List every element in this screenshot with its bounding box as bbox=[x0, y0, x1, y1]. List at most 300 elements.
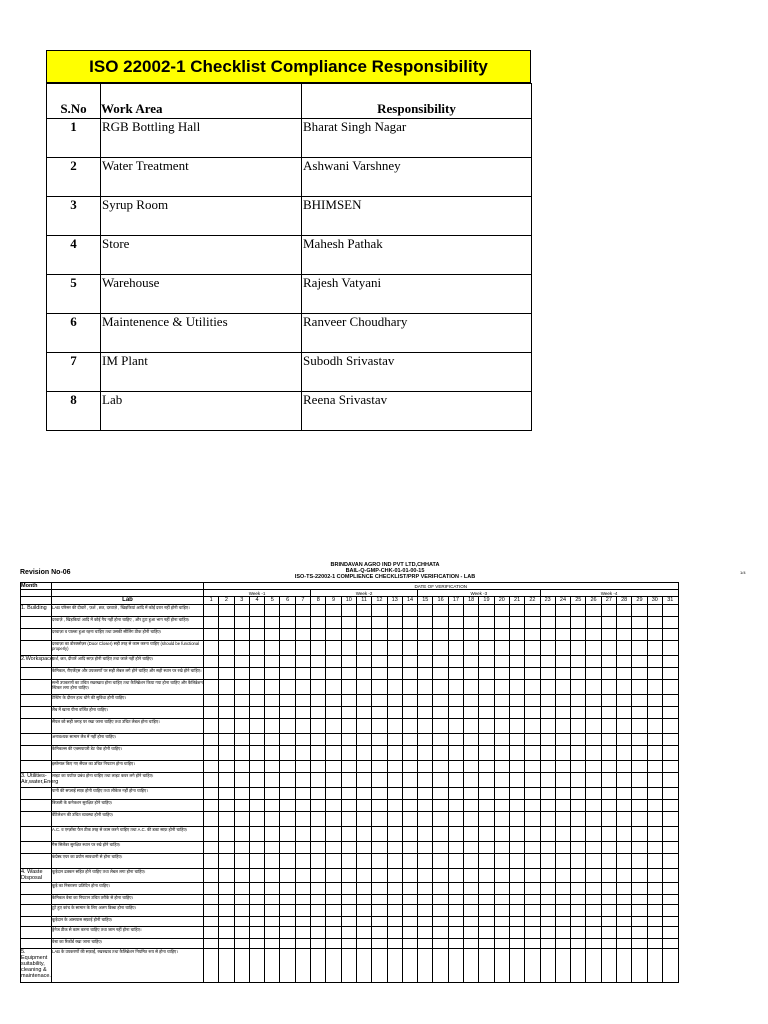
check-cell[interactable] bbox=[341, 719, 356, 734]
check-cell[interactable] bbox=[571, 842, 586, 854]
check-cell[interactable] bbox=[494, 927, 509, 939]
check-cell[interactable] bbox=[341, 917, 356, 927]
check-cell[interactable] bbox=[402, 707, 417, 719]
check-cell[interactable] bbox=[647, 605, 662, 617]
check-cell[interactable] bbox=[280, 695, 295, 707]
check-cell[interactable] bbox=[586, 917, 601, 927]
check-cell[interactable] bbox=[234, 939, 249, 949]
check-cell[interactable] bbox=[448, 827, 463, 842]
check-cell[interactable] bbox=[402, 719, 417, 734]
check-cell[interactable] bbox=[280, 869, 295, 883]
check-cell[interactable] bbox=[494, 617, 509, 629]
check-cell[interactable] bbox=[387, 719, 402, 734]
check-cell[interactable] bbox=[617, 773, 632, 788]
check-cell[interactable] bbox=[479, 641, 494, 656]
check-cell[interactable] bbox=[311, 629, 326, 641]
check-cell[interactable] bbox=[204, 719, 219, 734]
check-cell[interactable] bbox=[601, 927, 616, 939]
check-cell[interactable] bbox=[326, 734, 341, 746]
check-cell[interactable] bbox=[617, 927, 632, 939]
check-cell[interactable] bbox=[647, 827, 662, 842]
check-cell[interactable] bbox=[387, 668, 402, 680]
check-cell[interactable] bbox=[234, 895, 249, 905]
check-cell[interactable] bbox=[601, 680, 616, 695]
check-cell[interactable] bbox=[464, 949, 479, 983]
check-cell[interactable] bbox=[387, 761, 402, 773]
check-cell[interactable] bbox=[540, 746, 555, 761]
check-cell[interactable] bbox=[265, 617, 280, 629]
check-cell[interactable] bbox=[280, 680, 295, 695]
check-cell[interactable] bbox=[479, 656, 494, 668]
check-cell[interactable] bbox=[555, 707, 570, 719]
check-cell[interactable] bbox=[571, 895, 586, 905]
check-cell[interactable] bbox=[280, 746, 295, 761]
check-cell[interactable] bbox=[295, 917, 310, 927]
check-cell[interactable] bbox=[479, 927, 494, 939]
check-cell[interactable] bbox=[601, 668, 616, 680]
check-cell[interactable] bbox=[402, 641, 417, 656]
check-cell[interactable] bbox=[586, 746, 601, 761]
check-cell[interactable] bbox=[662, 680, 678, 695]
check-cell[interactable] bbox=[509, 827, 524, 842]
check-cell[interactable] bbox=[204, 827, 219, 842]
check-cell[interactable] bbox=[326, 773, 341, 788]
check-cell[interactable] bbox=[662, 800, 678, 812]
check-cell[interactable] bbox=[525, 842, 540, 854]
check-cell[interactable] bbox=[402, 656, 417, 668]
check-cell[interactable] bbox=[647, 641, 662, 656]
check-cell[interactable] bbox=[464, 917, 479, 927]
check-cell[interactable] bbox=[647, 917, 662, 927]
check-cell[interactable] bbox=[295, 746, 310, 761]
check-cell[interactable] bbox=[662, 695, 678, 707]
check-cell[interactable] bbox=[402, 773, 417, 788]
check-cell[interactable] bbox=[571, 927, 586, 939]
check-cell[interactable] bbox=[249, 629, 264, 641]
check-cell[interactable] bbox=[662, 939, 678, 949]
check-cell[interactable] bbox=[372, 949, 387, 983]
check-cell[interactable] bbox=[249, 641, 264, 656]
check-cell[interactable] bbox=[402, 827, 417, 842]
check-cell[interactable] bbox=[479, 668, 494, 680]
check-cell[interactable] bbox=[586, 707, 601, 719]
check-cell[interactable] bbox=[402, 927, 417, 939]
check-cell[interactable] bbox=[433, 668, 448, 680]
check-cell[interactable] bbox=[662, 827, 678, 842]
check-cell[interactable] bbox=[571, 641, 586, 656]
check-cell[interactable] bbox=[555, 800, 570, 812]
check-cell[interactable] bbox=[234, 827, 249, 842]
check-cell[interactable] bbox=[234, 883, 249, 895]
check-cell[interactable] bbox=[464, 869, 479, 883]
check-cell[interactable] bbox=[204, 695, 219, 707]
check-cell[interactable] bbox=[617, 827, 632, 842]
check-cell[interactable] bbox=[464, 788, 479, 800]
check-cell[interactable] bbox=[555, 695, 570, 707]
check-cell[interactable] bbox=[479, 895, 494, 905]
check-cell[interactable] bbox=[326, 617, 341, 629]
check-cell[interactable] bbox=[356, 680, 371, 695]
check-cell[interactable] bbox=[586, 927, 601, 939]
check-cell[interactable] bbox=[647, 680, 662, 695]
check-cell[interactable] bbox=[433, 917, 448, 927]
check-cell[interactable] bbox=[601, 734, 616, 746]
check-cell[interactable] bbox=[356, 707, 371, 719]
check-cell[interactable] bbox=[280, 905, 295, 917]
check-cell[interactable] bbox=[311, 719, 326, 734]
check-cell[interactable] bbox=[433, 905, 448, 917]
check-cell[interactable] bbox=[662, 842, 678, 854]
check-cell[interactable] bbox=[601, 949, 616, 983]
check-cell[interactable] bbox=[356, 895, 371, 905]
check-cell[interactable] bbox=[479, 827, 494, 842]
check-cell[interactable] bbox=[632, 761, 647, 773]
check-cell[interactable] bbox=[464, 707, 479, 719]
check-cell[interactable] bbox=[617, 788, 632, 800]
check-cell[interactable] bbox=[280, 812, 295, 827]
check-cell[interactable] bbox=[540, 617, 555, 629]
check-cell[interactable] bbox=[280, 927, 295, 939]
check-cell[interactable] bbox=[479, 761, 494, 773]
check-cell[interactable] bbox=[632, 895, 647, 905]
check-cell[interactable] bbox=[571, 854, 586, 869]
check-cell[interactable] bbox=[540, 629, 555, 641]
check-cell[interactable] bbox=[448, 617, 463, 629]
check-cell[interactable] bbox=[571, 695, 586, 707]
check-cell[interactable] bbox=[632, 788, 647, 800]
check-cell[interactable] bbox=[479, 939, 494, 949]
check-cell[interactable] bbox=[586, 605, 601, 617]
check-cell[interactable] bbox=[341, 949, 356, 983]
check-cell[interactable] bbox=[494, 680, 509, 695]
check-cell[interactable] bbox=[295, 788, 310, 800]
check-cell[interactable] bbox=[356, 605, 371, 617]
check-cell[interactable] bbox=[448, 719, 463, 734]
check-cell[interactable] bbox=[219, 788, 234, 800]
check-cell[interactable] bbox=[540, 927, 555, 939]
check-cell[interactable] bbox=[356, 917, 371, 927]
check-cell[interactable] bbox=[571, 719, 586, 734]
check-cell[interactable] bbox=[617, 680, 632, 695]
check-cell[interactable] bbox=[494, 605, 509, 617]
check-cell[interactable] bbox=[448, 788, 463, 800]
check-cell[interactable] bbox=[402, 746, 417, 761]
check-cell[interactable] bbox=[372, 883, 387, 895]
check-cell[interactable] bbox=[341, 869, 356, 883]
check-cell[interactable] bbox=[632, 939, 647, 949]
check-cell[interactable] bbox=[617, 812, 632, 827]
check-cell[interactable] bbox=[249, 812, 264, 827]
check-cell[interactable] bbox=[219, 927, 234, 939]
check-cell[interactable] bbox=[418, 927, 433, 939]
check-cell[interactable] bbox=[372, 927, 387, 939]
check-cell[interactable] bbox=[448, 812, 463, 827]
check-cell[interactable] bbox=[387, 812, 402, 827]
check-cell[interactable] bbox=[311, 761, 326, 773]
check-cell[interactable] bbox=[311, 949, 326, 983]
check-cell[interactable] bbox=[540, 773, 555, 788]
check-cell[interactable] bbox=[586, 883, 601, 895]
check-cell[interactable] bbox=[662, 854, 678, 869]
check-cell[interactable] bbox=[571, 949, 586, 983]
check-cell[interactable] bbox=[540, 917, 555, 927]
check-cell[interactable] bbox=[464, 734, 479, 746]
check-cell[interactable] bbox=[494, 761, 509, 773]
check-cell[interactable] bbox=[265, 761, 280, 773]
check-cell[interactable] bbox=[234, 641, 249, 656]
check-cell[interactable] bbox=[402, 917, 417, 927]
check-cell[interactable] bbox=[448, 905, 463, 917]
check-cell[interactable] bbox=[494, 656, 509, 668]
check-cell[interactable] bbox=[617, 869, 632, 883]
check-cell[interactable] bbox=[494, 949, 509, 983]
check-cell[interactable] bbox=[571, 800, 586, 812]
check-cell[interactable] bbox=[509, 800, 524, 812]
check-cell[interactable] bbox=[249, 883, 264, 895]
check-cell[interactable] bbox=[249, 869, 264, 883]
check-cell[interactable] bbox=[341, 939, 356, 949]
check-cell[interactable] bbox=[326, 905, 341, 917]
check-cell[interactable] bbox=[418, 629, 433, 641]
check-cell[interactable] bbox=[204, 895, 219, 905]
check-cell[interactable] bbox=[464, 883, 479, 895]
check-cell[interactable] bbox=[632, 905, 647, 917]
check-cell[interactable] bbox=[601, 895, 616, 905]
check-cell[interactable] bbox=[555, 680, 570, 695]
check-cell[interactable] bbox=[509, 854, 524, 869]
check-cell[interactable] bbox=[311, 800, 326, 812]
check-cell[interactable] bbox=[387, 869, 402, 883]
check-cell[interactable] bbox=[525, 641, 540, 656]
check-cell[interactable] bbox=[402, 788, 417, 800]
check-cell[interactable] bbox=[356, 842, 371, 854]
check-cell[interactable] bbox=[494, 917, 509, 927]
check-cell[interactable] bbox=[280, 734, 295, 746]
check-cell[interactable] bbox=[433, 695, 448, 707]
check-cell[interactable] bbox=[219, 917, 234, 927]
check-cell[interactable] bbox=[311, 680, 326, 695]
check-cell[interactable] bbox=[632, 773, 647, 788]
check-cell[interactable] bbox=[494, 854, 509, 869]
check-cell[interactable] bbox=[418, 869, 433, 883]
check-cell[interactable] bbox=[647, 800, 662, 812]
check-cell[interactable] bbox=[617, 895, 632, 905]
check-cell[interactable] bbox=[647, 939, 662, 949]
check-cell[interactable] bbox=[204, 949, 219, 983]
check-cell[interactable] bbox=[204, 854, 219, 869]
check-cell[interactable] bbox=[479, 773, 494, 788]
check-cell[interactable] bbox=[433, 707, 448, 719]
check-cell[interactable] bbox=[662, 629, 678, 641]
check-cell[interactable] bbox=[372, 719, 387, 734]
check-cell[interactable] bbox=[234, 605, 249, 617]
check-cell[interactable] bbox=[586, 827, 601, 842]
check-cell[interactable] bbox=[601, 800, 616, 812]
check-cell[interactable] bbox=[280, 629, 295, 641]
check-cell[interactable] bbox=[479, 707, 494, 719]
check-cell[interactable] bbox=[280, 707, 295, 719]
check-cell[interactable] bbox=[632, 949, 647, 983]
check-cell[interactable] bbox=[647, 746, 662, 761]
check-cell[interactable] bbox=[632, 746, 647, 761]
check-cell[interactable] bbox=[494, 629, 509, 641]
check-cell[interactable] bbox=[295, 827, 310, 842]
check-cell[interactable] bbox=[387, 707, 402, 719]
check-cell[interactable] bbox=[265, 734, 280, 746]
check-cell[interactable] bbox=[418, 707, 433, 719]
check-cell[interactable] bbox=[418, 854, 433, 869]
check-cell[interactable] bbox=[662, 812, 678, 827]
check-cell[interactable] bbox=[525, 895, 540, 905]
check-cell[interactable] bbox=[402, 734, 417, 746]
check-cell[interactable] bbox=[555, 641, 570, 656]
check-cell[interactable] bbox=[448, 949, 463, 983]
check-cell[interactable] bbox=[647, 773, 662, 788]
check-cell[interactable] bbox=[494, 641, 509, 656]
check-cell[interactable] bbox=[387, 917, 402, 927]
check-cell[interactable] bbox=[372, 695, 387, 707]
check-cell[interactable] bbox=[418, 719, 433, 734]
check-cell[interactable] bbox=[280, 773, 295, 788]
check-cell[interactable] bbox=[632, 641, 647, 656]
check-cell[interactable] bbox=[464, 800, 479, 812]
check-cell[interactable] bbox=[555, 842, 570, 854]
check-cell[interactable] bbox=[249, 800, 264, 812]
check-cell[interactable] bbox=[448, 842, 463, 854]
check-cell[interactable] bbox=[448, 746, 463, 761]
check-cell[interactable] bbox=[464, 895, 479, 905]
check-cell[interactable] bbox=[204, 812, 219, 827]
check-cell[interactable] bbox=[356, 812, 371, 827]
check-cell[interactable] bbox=[601, 905, 616, 917]
check-cell[interactable] bbox=[464, 746, 479, 761]
check-cell[interactable] bbox=[509, 695, 524, 707]
check-cell[interactable] bbox=[265, 773, 280, 788]
check-cell[interactable] bbox=[632, 827, 647, 842]
check-cell[interactable] bbox=[525, 788, 540, 800]
check-cell[interactable] bbox=[265, 746, 280, 761]
check-cell[interactable] bbox=[433, 939, 448, 949]
check-cell[interactable] bbox=[617, 939, 632, 949]
check-cell[interactable] bbox=[509, 605, 524, 617]
check-cell[interactable] bbox=[662, 761, 678, 773]
check-cell[interactable] bbox=[509, 917, 524, 927]
check-cell[interactable] bbox=[280, 719, 295, 734]
check-cell[interactable] bbox=[219, 746, 234, 761]
check-cell[interactable] bbox=[632, 719, 647, 734]
check-cell[interactable] bbox=[525, 883, 540, 895]
check-cell[interactable] bbox=[311, 656, 326, 668]
check-cell[interactable] bbox=[265, 800, 280, 812]
check-cell[interactable] bbox=[617, 854, 632, 869]
check-cell[interactable] bbox=[326, 668, 341, 680]
check-cell[interactable] bbox=[295, 734, 310, 746]
check-cell[interactable] bbox=[509, 707, 524, 719]
check-cell[interactable] bbox=[402, 842, 417, 854]
check-cell[interactable] bbox=[448, 883, 463, 895]
check-cell[interactable] bbox=[326, 827, 341, 842]
check-cell[interactable] bbox=[647, 949, 662, 983]
check-cell[interactable] bbox=[402, 629, 417, 641]
check-cell[interactable] bbox=[311, 939, 326, 949]
check-cell[interactable] bbox=[464, 719, 479, 734]
check-cell[interactable] bbox=[326, 842, 341, 854]
check-cell[interactable] bbox=[525, 869, 540, 883]
check-cell[interactable] bbox=[448, 800, 463, 812]
check-cell[interactable] bbox=[433, 883, 448, 895]
check-cell[interactable] bbox=[662, 668, 678, 680]
check-cell[interactable] bbox=[662, 641, 678, 656]
check-cell[interactable] bbox=[448, 656, 463, 668]
check-cell[interactable] bbox=[418, 895, 433, 905]
check-cell[interactable] bbox=[341, 707, 356, 719]
check-cell[interactable] bbox=[464, 680, 479, 695]
check-cell[interactable] bbox=[433, 827, 448, 842]
check-cell[interactable] bbox=[586, 949, 601, 983]
check-cell[interactable] bbox=[632, 605, 647, 617]
check-cell[interactable] bbox=[586, 680, 601, 695]
check-cell[interactable] bbox=[295, 695, 310, 707]
check-cell[interactable] bbox=[341, 812, 356, 827]
check-cell[interactable] bbox=[617, 734, 632, 746]
check-cell[interactable] bbox=[326, 605, 341, 617]
check-cell[interactable] bbox=[402, 800, 417, 812]
check-cell[interactable] bbox=[372, 917, 387, 927]
check-cell[interactable] bbox=[341, 905, 356, 917]
check-cell[interactable] bbox=[433, 629, 448, 641]
check-cell[interactable] bbox=[464, 629, 479, 641]
check-cell[interactable] bbox=[617, 746, 632, 761]
check-cell[interactable] bbox=[402, 605, 417, 617]
check-cell[interactable] bbox=[341, 734, 356, 746]
check-cell[interactable] bbox=[249, 668, 264, 680]
check-cell[interactable] bbox=[632, 707, 647, 719]
check-cell[interactable] bbox=[509, 656, 524, 668]
check-cell[interactable] bbox=[341, 605, 356, 617]
check-cell[interactable] bbox=[509, 905, 524, 917]
check-cell[interactable] bbox=[632, 883, 647, 895]
check-cell[interactable] bbox=[204, 905, 219, 917]
check-cell[interactable] bbox=[356, 869, 371, 883]
check-cell[interactable] bbox=[387, 788, 402, 800]
check-cell[interactable] bbox=[418, 800, 433, 812]
check-cell[interactable] bbox=[295, 629, 310, 641]
check-cell[interactable] bbox=[418, 734, 433, 746]
check-cell[interactable] bbox=[601, 883, 616, 895]
check-cell[interactable] bbox=[540, 939, 555, 949]
check-cell[interactable] bbox=[601, 773, 616, 788]
check-cell[interactable] bbox=[464, 641, 479, 656]
check-cell[interactable] bbox=[494, 800, 509, 812]
check-cell[interactable] bbox=[509, 939, 524, 949]
check-cell[interactable] bbox=[555, 617, 570, 629]
check-cell[interactable] bbox=[311, 842, 326, 854]
check-cell[interactable] bbox=[509, 734, 524, 746]
check-cell[interactable] bbox=[265, 949, 280, 983]
check-cell[interactable] bbox=[265, 854, 280, 869]
check-cell[interactable] bbox=[586, 719, 601, 734]
check-cell[interactable] bbox=[586, 905, 601, 917]
check-cell[interactable] bbox=[525, 734, 540, 746]
check-cell[interactable] bbox=[295, 842, 310, 854]
check-cell[interactable] bbox=[632, 812, 647, 827]
check-cell[interactable] bbox=[311, 827, 326, 842]
check-cell[interactable] bbox=[402, 939, 417, 949]
check-cell[interactable] bbox=[662, 773, 678, 788]
check-cell[interactable] bbox=[617, 707, 632, 719]
check-cell[interactable] bbox=[571, 788, 586, 800]
check-cell[interactable] bbox=[418, 883, 433, 895]
